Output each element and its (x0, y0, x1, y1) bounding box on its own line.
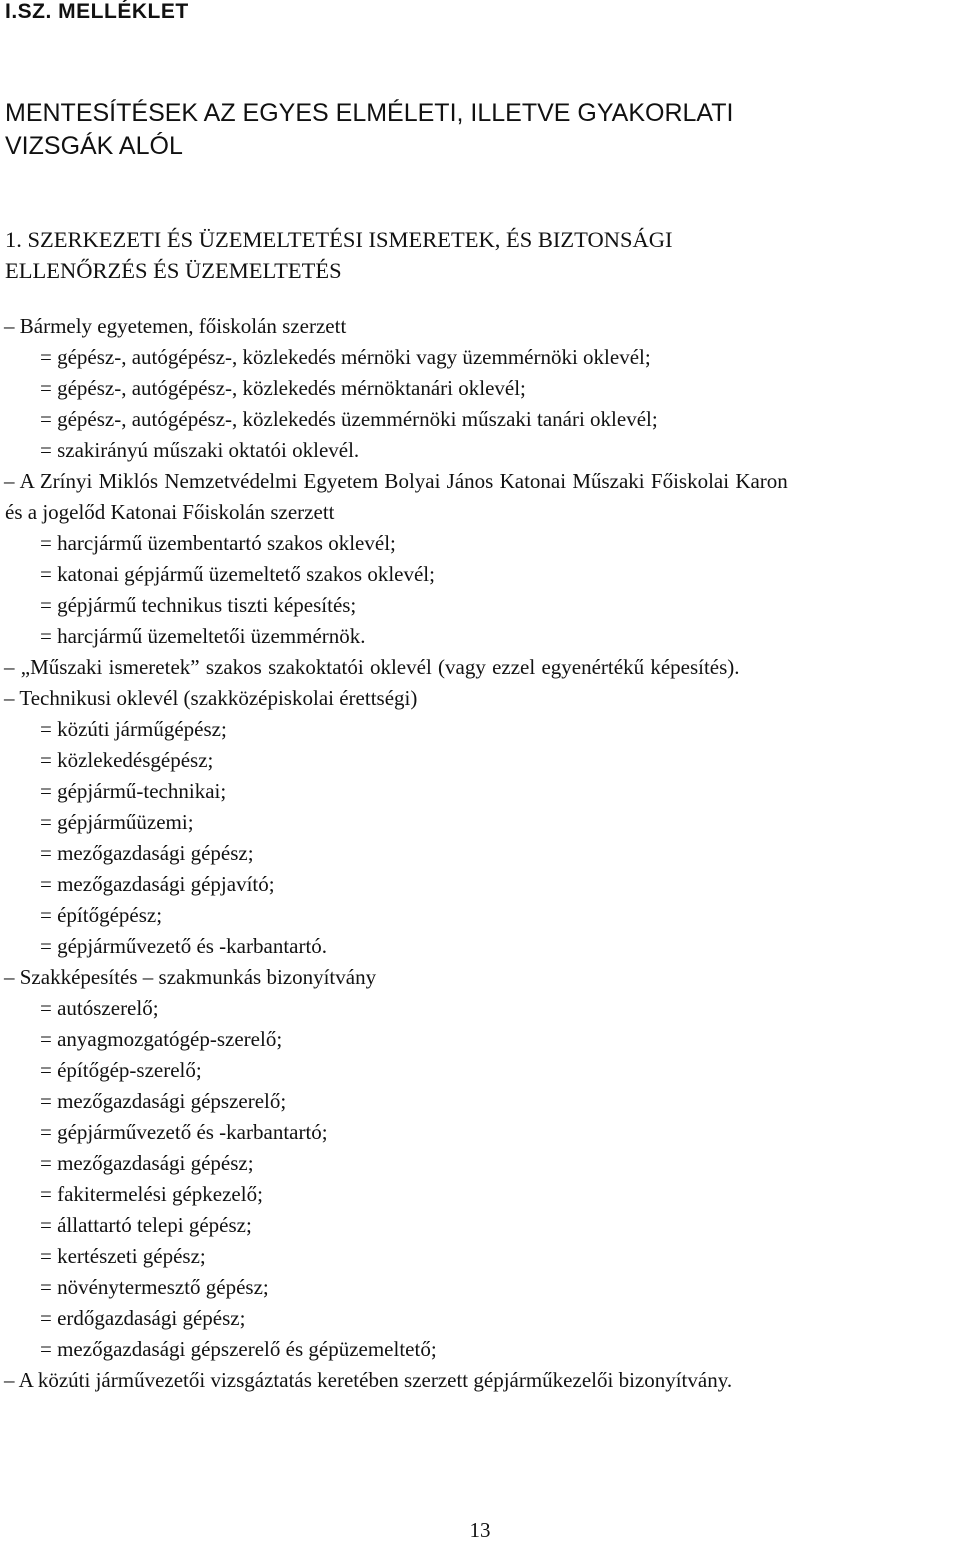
list-item: = közúti járműgépész; (40, 717, 227, 741)
list-item: = mezőgazdasági gépjavító; (40, 872, 275, 896)
list-item: = harcjármű üzembentartó szakos oklevél; (40, 531, 396, 555)
list-item: = harcjármű üzemeltetői üzemmérnök. (40, 624, 366, 648)
page-number: 13 (469, 1518, 491, 1542)
list-item: – A közúti járművezetői vizsgáztatás keretében szerzett gépjárműkezelői bizonyítvány. (4, 1368, 733, 1392)
list-item: = mezőgazdasági gépész; (40, 1151, 254, 1175)
list-item: = gépész-, autógépész-, közlekedés mérnöktanári oklevél; (40, 376, 526, 400)
list-item: = növénytermesztő gépész; (40, 1275, 269, 1299)
list-item: és a jogelőd Katonai Főiskolán szerzett (5, 500, 335, 524)
list-item: = állattartó telepi gépész; (40, 1213, 252, 1237)
list-item: = fakitermelési gépkezelő; (40, 1182, 263, 1206)
list-item: = mezőgazdasági gépész; (40, 841, 254, 865)
list-item: – Technikusi oklevél (szakközépiskolai érettségi) (4, 686, 418, 710)
list-item: = autószerelő; (40, 996, 159, 1020)
page-title (5, 97, 733, 163)
list-item: = gépjármű technikus tiszti képesítés; (40, 593, 357, 617)
list-item: = gépész-, autógépész-, közlekedés üzemmérnöki műszaki tanári oklevél; (40, 407, 658, 431)
list-item: – A Zrínyi Miklós Nemzetvédelmi Egyetem Bolyai János Katonai Műszaki Főiskolai Karon (4, 469, 788, 493)
list-item: = erdőgazdasági gépész; (40, 1306, 246, 1330)
section-heading-line-2: ELLENŐRZÉS ÉS ÜZEMELTETÉS (5, 258, 342, 283)
list-item: = szakirányú műszaki oktatói oklevél. (40, 438, 360, 462)
page-title-line-2: VIZSGÁK ALÓL (5, 132, 183, 160)
list-item: = gépjármű-technikai; (40, 779, 227, 803)
list-item: – Szakképesítés – szakmunkás bizonyítvány (4, 965, 377, 989)
list-item: = katonai gépjármű üzemeltető szakos oklevél; (40, 562, 435, 586)
list-item: = építőgépész; (40, 903, 163, 927)
annex-label: I.SZ. MELLÉKLET (5, 0, 189, 23)
list-item: = gépjárművezető és -karbantartó; (40, 1120, 328, 1144)
page-title-line-1: MENTESÍTÉSEK AZ EGYES ELMÉLETI, ILLETVE GYAKORLATI (5, 99, 734, 127)
list-item: = mezőgazdasági gépszerelő és gépüzemeltető; (40, 1337, 437, 1361)
list-item: – „Műszaki ismeretek” szakos szakoktatói oklevél (vagy ezzel egyenértékű képesítés). (4, 655, 740, 679)
list-item: = gépész-, autógépész-, közlekedés mérnöki vagy üzemmérnöki oklevél; (40, 345, 651, 369)
section-heading (5, 224, 672, 286)
exemption-list (0, 311, 960, 1396)
list-item: = gépjárműüzemi; (40, 810, 194, 834)
list-item: = építőgép-szerelő; (40, 1058, 202, 1082)
list-item: – Bármely egyetemen, főiskolán szerzett (4, 314, 347, 338)
list-item: = közlekedésgépész; (40, 748, 214, 772)
list-item: = kertészeti gépész; (40, 1244, 206, 1268)
list-item: = anyagmozgatógép-szerelő; (40, 1027, 283, 1051)
section-heading-line-1: 1. SZERKEZETI ÉS ÜZEMELTETÉSI ISMERETEK, ÉS BIZTONSÁGI (5, 227, 673, 252)
list-item: = mezőgazdasági gépszerelő; (40, 1089, 287, 1113)
list-item: = gépjárművezető és -karbantartó. (40, 934, 328, 958)
